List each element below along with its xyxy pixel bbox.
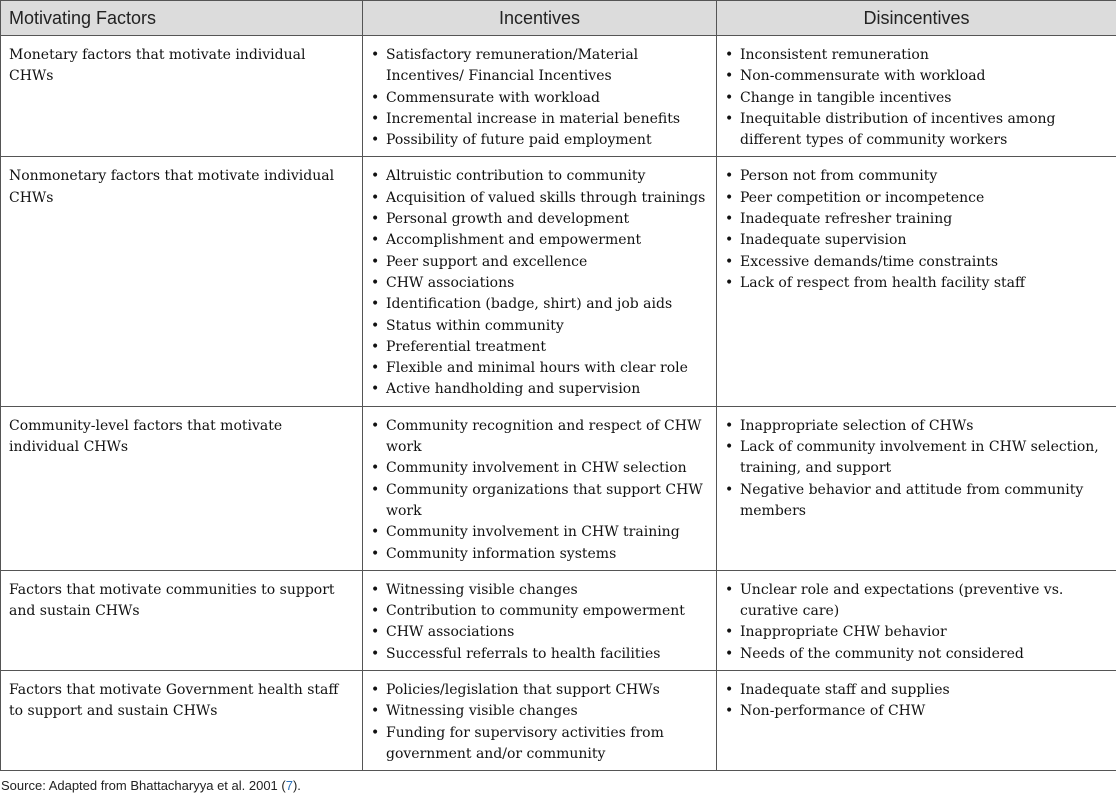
list-item: • Preferential treatment (371, 337, 708, 358)
list-item: • Non-performance of CHW (725, 701, 1108, 722)
disincentives-list (725, 680, 1108, 723)
disincentives-list (725, 416, 1108, 522)
source-note (0, 778, 1116, 793)
incentives-cell (363, 570, 717, 670)
list-item: • Negative behavior and attitude from community members (725, 480, 1108, 523)
header-motivating-factors: Motivating Factors (1, 1, 363, 36)
table-row (1, 157, 1116, 406)
list-item: • Contribution to community empowerment (371, 601, 708, 622)
disincentives-cell (717, 570, 1116, 670)
table-body (1, 36, 1116, 771)
disincentives-list (725, 580, 1108, 665)
incentives-cell (363, 406, 717, 570)
list-item: • CHW associations (371, 273, 708, 294)
table-row (1, 570, 1116, 670)
list-item: • Unclear role and expectations (preventive vs. curative care) (725, 580, 1108, 623)
incentives-cell (363, 36, 717, 157)
list-item: • Inadequate supervision (725, 230, 1108, 251)
list-item: • Inadequate staff and supplies (725, 680, 1108, 701)
list-item: • Community information systems (371, 544, 708, 565)
incentives-list (371, 416, 708, 565)
list-item: • CHW associations (371, 622, 708, 643)
factor-cell: Nonmonetary factors that motivate individual CHWs (1, 157, 363, 406)
list-item: • Peer support and excellence (371, 252, 708, 273)
list-item: • Change in tangible incentives (725, 88, 1108, 109)
list-item: • Possibility of future paid employment (371, 130, 708, 151)
table-row (1, 406, 1116, 570)
list-item: • Witnessing visible changes (371, 580, 708, 601)
incentives-list (371, 166, 708, 400)
list-item: • Non-commensurate with workload (725, 66, 1108, 87)
list-item: • Community organizations that support CHW work (371, 480, 708, 523)
list-item: • Inappropriate selection of CHWs (725, 416, 1108, 437)
factor-cell: Monetary factors that motivate individual CHWs (1, 36, 363, 157)
factor-cell: Community-level factors that motivate individual CHWs (1, 406, 363, 570)
source-prefix: Source: Adapted from Bhattacharyya et al. 2001 ( (1, 778, 286, 793)
list-item: • Policies/legislation that support CHWs (371, 680, 708, 701)
disincentives-cell (717, 157, 1116, 406)
table-header-row (1, 1, 1116, 36)
list-item: • Accomplishment and empowerment (371, 230, 708, 251)
list-item: • Incremental increase in material benefits (371, 109, 708, 130)
table-row (1, 671, 1116, 771)
incentives-list (371, 680, 708, 765)
disincentives-list (725, 45, 1108, 151)
header-disincentives: Disincentives (717, 1, 1116, 36)
incentives-cell (363, 157, 717, 406)
list-item: • Altruistic contribution to community (371, 166, 708, 187)
header-incentives: Incentives (363, 1, 717, 36)
list-item: • Person not from community (725, 166, 1108, 187)
disincentives-cell (717, 36, 1116, 157)
list-item: • Acquisition of valued skills through trainings (371, 188, 708, 209)
list-item: • Identification (badge, shirt) and job aids (371, 294, 708, 315)
list-item: • Status within community (371, 316, 708, 337)
list-item: • Inappropriate CHW behavior (725, 622, 1108, 643)
factor-cell: Factors that motivate Government health staff to support and sustain CHWs (1, 671, 363, 771)
list-item: • Peer competition or incompetence (725, 188, 1108, 209)
source-reference-link[interactable]: 7 (286, 778, 293, 793)
list-item: • Flexible and minimal hours with clear role (371, 358, 708, 379)
list-item: • Inconsistent remuneration (725, 45, 1108, 66)
disincentives-list (725, 166, 1108, 294)
disincentives-cell (717, 671, 1116, 771)
list-item: • Needs of the community not considered (725, 644, 1108, 665)
table-row (1, 36, 1116, 157)
list-item: • Funding for supervisory activities from government and/or community (371, 723, 708, 766)
incentives-cell (363, 671, 717, 771)
list-item: • Successful referrals to health facilities (371, 644, 708, 665)
list-item: • Excessive demands/time constraints (725, 252, 1108, 273)
source-suffix: ). (293, 778, 301, 793)
factor-cell: Factors that motivate communities to support and sustain CHWs (1, 570, 363, 670)
list-item: • Community involvement in CHW selection (371, 458, 708, 479)
disincentives-cell (717, 406, 1116, 570)
list-item: • Witnessing visible changes (371, 701, 708, 722)
list-item: • Lack of respect from health facility staff (725, 273, 1108, 294)
list-item: • Inadequate refresher training (725, 209, 1108, 230)
list-item: • Satisfactory remuneration/Material Incentives/ Financial Incentives (371, 45, 708, 88)
incentives-list (371, 45, 708, 151)
list-item: • Personal growth and development (371, 209, 708, 230)
incentives-list (371, 580, 708, 665)
list-item: • Active handholding and supervision (371, 379, 708, 400)
list-item: • Community recognition and respect of CHW work (371, 416, 708, 459)
list-item: • Commensurate with workload (371, 88, 708, 109)
list-item: • Community involvement in CHW training (371, 522, 708, 543)
list-item: • Inequitable distribution of incentives among different types of community workers (725, 109, 1108, 152)
list-item: • Lack of community involvement in CHW selection, training, and support (725, 437, 1108, 480)
